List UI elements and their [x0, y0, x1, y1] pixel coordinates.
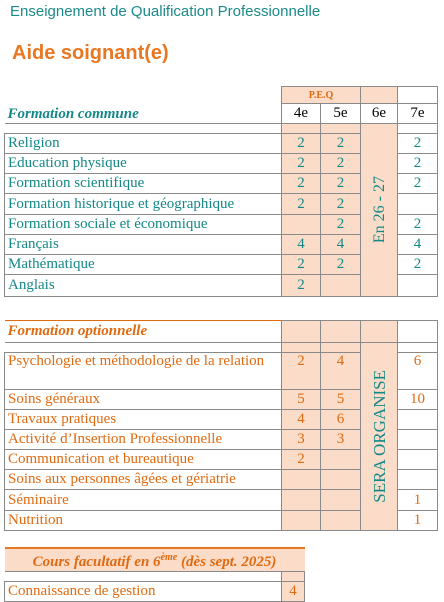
hours-7e — [398, 194, 438, 215]
subject-activite-insertion: Activité d’Insertion Professionnelle — [5, 430, 282, 450]
year-7e: 7e — [398, 104, 438, 124]
merged-6e-cell — [361, 124, 398, 297]
hours-4e — [282, 215, 321, 235]
subject-psychologie: Psychologie et méthodologie de la relation — [5, 353, 282, 390]
spacer — [398, 124, 438, 134]
spacer — [5, 572, 282, 582]
hours-4e: 2 — [282, 353, 321, 390]
hours-4e: 3 — [282, 430, 321, 450]
hours-4e: 2 — [282, 275, 321, 297]
spacer — [5, 343, 282, 353]
section-title-common: Formation commune — [5, 87, 282, 124]
subject-francais: Français — [5, 235, 282, 255]
subject-religion: Religion — [5, 134, 282, 154]
hours-4e: 4 — [282, 410, 321, 430]
spacer — [282, 321, 321, 343]
hours-4e — [282, 511, 321, 531]
spacer — [321, 321, 361, 343]
year-6e: 6e — [361, 104, 398, 124]
hours-5e: 6 — [321, 410, 361, 430]
subject-connaissance-gestion: Connaissance de gestion — [5, 582, 282, 602]
hours-5e: 2 — [321, 255, 361, 275]
hours-7e: 2 — [398, 154, 438, 174]
merged-6e-label: SERA ORGANISE — [369, 370, 389, 503]
subject-seminaire: Séminaire — [5, 490, 282, 511]
year-5e: 5e — [321, 104, 361, 124]
school-track-header: Enseignement de Qualification Professionnelle — [10, 3, 321, 20]
peq-label: P.E.Q — [282, 87, 361, 104]
subject-formation-sociale: Formation sociale et économique — [5, 215, 282, 235]
spacer — [398, 343, 438, 353]
hours-4e: 2 — [282, 194, 321, 215]
spacer — [282, 124, 321, 134]
subject-nutrition: Nutrition — [5, 511, 282, 531]
hours-4e: 4 — [282, 235, 321, 255]
hours-5e — [321, 490, 361, 511]
hours-5e: 2 — [321, 174, 361, 194]
spacer — [398, 321, 438, 343]
merged-6e-label: En 26 - 27 — [370, 176, 388, 244]
optional-training-table — [4, 320, 438, 531]
spacer — [321, 343, 361, 353]
header-blank-7e — [398, 87, 438, 104]
subject-formation-historique: Formation historique et géographique — [5, 194, 282, 215]
hours-7e — [398, 430, 438, 450]
hours-4e: 2 — [282, 255, 321, 275]
hours-5e: 2 — [321, 154, 361, 174]
hours-4e: 2 — [282, 450, 321, 470]
subject-soins-personnes-agees: Soins aux personnes âgées et gériatrie — [5, 470, 282, 490]
hours-5e: 2 — [321, 134, 361, 154]
hours-7e: 4 — [398, 235, 438, 255]
spacer — [361, 321, 398, 343]
hours-4e: 2 — [282, 154, 321, 174]
subject-education-physique: Education physique — [5, 154, 282, 174]
hours-4e: 5 — [282, 390, 321, 410]
hours-5e: 2 — [321, 215, 361, 235]
hours-4e — [282, 470, 321, 490]
hours-7e: 2 — [398, 174, 438, 194]
facultative-title-prefix: Cours facultatif en 6 — [32, 554, 161, 570]
year-4e: 4e — [282, 104, 321, 124]
subject-communication-bureautique: Communication et bureautique — [5, 450, 282, 470]
hours-5e: 4 — [321, 235, 361, 255]
spacer — [5, 124, 282, 134]
page-title: Aide soignant(e) — [12, 42, 169, 64]
subject-soins-generaux: Soins généraux — [5, 390, 282, 410]
hours-4e: 2 — [282, 174, 321, 194]
spacer — [321, 124, 361, 134]
hours-5e: 5 — [321, 390, 361, 410]
hours-4e — [282, 490, 321, 511]
facultative-title-sup: ème — [160, 552, 178, 563]
hours-5e — [321, 450, 361, 470]
hours-5e: 2 — [321, 194, 361, 215]
hours-7e — [398, 450, 438, 470]
hours-7e: 1 — [398, 490, 438, 511]
spacer — [282, 343, 321, 353]
facultative-title — [5, 548, 305, 572]
facultative-course-table — [4, 547, 305, 602]
hours-7e: 6 — [398, 353, 438, 390]
subject-mathematique: Mathématique — [5, 255, 282, 275]
merged-6e-cell — [361, 343, 398, 531]
subject-anglais: Anglais — [5, 275, 282, 297]
hours-4e: 4 — [282, 582, 305, 602]
hours-7e: 2 — [398, 134, 438, 154]
hours-5e — [321, 275, 361, 297]
hours-4e: 2 — [282, 134, 321, 154]
spacer — [282, 572, 305, 582]
section-title-optional: Formation optionnelle — [5, 321, 282, 343]
hours-5e: 4 — [321, 353, 361, 390]
hours-5e: 3 — [321, 430, 361, 450]
common-training-table — [4, 86, 438, 297]
subject-travaux-pratiques: Travaux pratiques — [5, 410, 282, 430]
hours-7e — [398, 275, 438, 297]
hours-7e — [398, 410, 438, 430]
hours-5e — [321, 470, 361, 490]
hours-7e: 2 — [398, 215, 438, 235]
hours-7e: 2 — [398, 255, 438, 275]
facultative-title-suffix: (dès sept. 2025) — [177, 554, 277, 570]
hours-7e — [398, 470, 438, 490]
subject-formation-scientifique: Formation scientifique — [5, 174, 282, 194]
hours-7e: 10 — [398, 390, 438, 410]
header-blank-6e — [361, 87, 398, 104]
hours-5e — [321, 511, 361, 531]
hours-7e: 1 — [398, 511, 438, 531]
